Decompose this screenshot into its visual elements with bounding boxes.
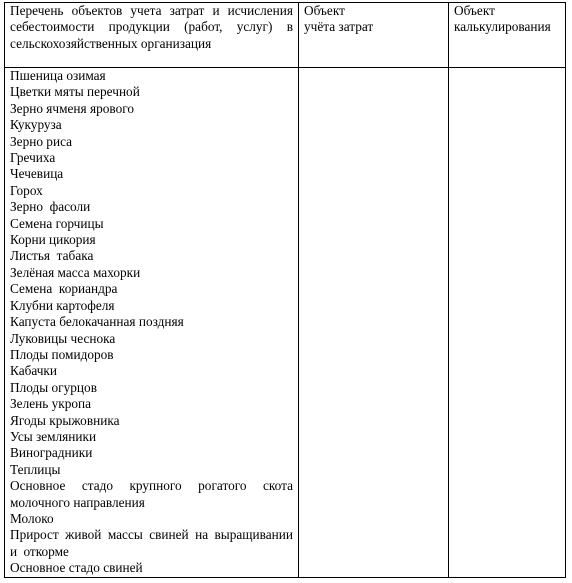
list-item: Капуста белокачанная поздняя: [10, 314, 184, 330]
list-item: Зерно фасоли: [10, 199, 91, 215]
list-item: Цветки мяты перечной: [10, 84, 140, 100]
list-item: Зелень укропа: [10, 396, 92, 412]
header-objects-list: Перечень объектов учета затрат и исчисления себестоимости продукции (работ, услуг) в сельскохозяйственных организация: [5, 3, 299, 68]
list-item: Семена горчицы: [10, 215, 104, 231]
header-cost-accounting-object: [299, 3, 449, 68]
list-item: Клубни картофеля: [10, 297, 115, 313]
table-header-row: [5, 3, 566, 68]
header-col2-line1: Объект: [304, 3, 345, 18]
table-body-row: [5, 68, 566, 578]
costing-object-cell: [449, 68, 566, 578]
list-item: Корни цикория: [10, 232, 96, 248]
list-item: Усы земляники: [10, 428, 97, 444]
list-item: Ягоды крыжовника: [10, 412, 120, 428]
list-item: Пшеница озимая: [10, 68, 106, 83]
header-costing-object: [449, 3, 566, 68]
list-item: Зелёная масса махорки: [10, 264, 141, 280]
cost-accounting-object-cell: [299, 68, 449, 578]
list-item: Теплицы: [10, 461, 61, 477]
list-item: Основное стадо свиней: [10, 560, 143, 576]
list-item: Молоко: [10, 510, 54, 526]
list-item: Листья табака: [10, 248, 94, 264]
list-item: Луковицы чеснока: [10, 330, 116, 346]
objects-list-cell: [5, 68, 299, 578]
header-col2-line2: учёта затрат: [304, 19, 374, 35]
list-item: Кукуруза: [10, 117, 62, 133]
list-item: Основное стадо крупного рогатого скота молочного направления: [10, 478, 293, 510]
list-item: Кабачки: [10, 363, 57, 379]
cost-objects-table: [4, 2, 566, 578]
list-item: Прирост живой массы свиней на выращивании и откорме: [10, 527, 293, 559]
list-item: Горох: [10, 182, 43, 198]
header-col3-line2: калькулирования: [454, 19, 551, 35]
list-item: Плоды помидоров: [10, 346, 114, 362]
list-item: Чечевица: [10, 166, 64, 182]
list-item: Виноградники: [10, 445, 93, 461]
list-item: Зерно ячменя ярового: [10, 100, 134, 116]
list-item: Семена кориандра: [10, 281, 118, 297]
header-col3-line1: Объект: [454, 3, 495, 18]
list-item: Зерно риса: [10, 133, 73, 149]
list-item: Гречиха: [10, 150, 56, 166]
list-item: Плоды огурцов: [10, 379, 97, 395]
